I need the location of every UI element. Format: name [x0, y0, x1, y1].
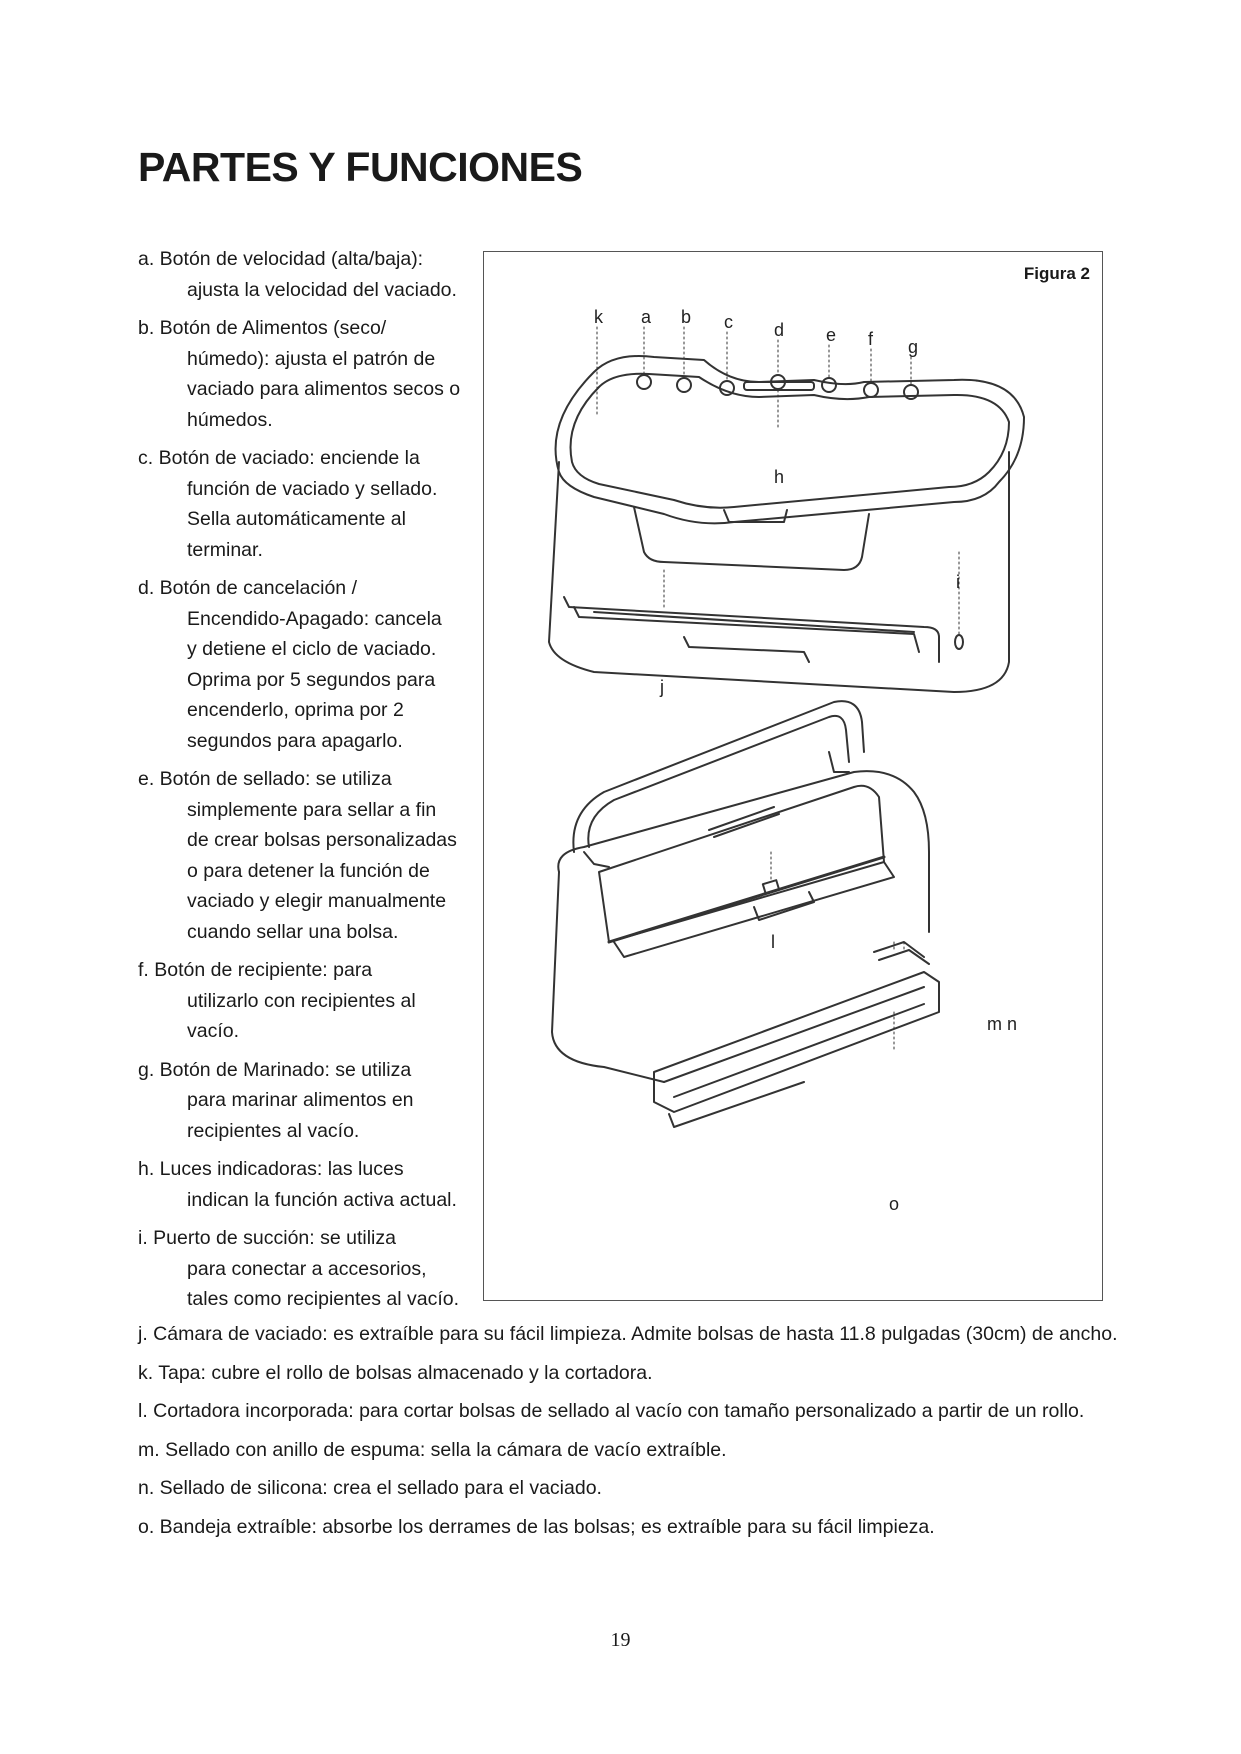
callout-j: j — [660, 677, 664, 697]
part-m: m. Sellado con anillo de espuma: sella la cámara de vacío extraíble. — [138, 1438, 727, 1461]
part-n: n. Sellado de silicona: crea el sellado para el vaciado. — [138, 1477, 602, 1499]
figure-caption: Figura 2 — [1023, 264, 1090, 283]
callout-h: h — [774, 467, 785, 487]
part-b-line: vaciado para alimentos secos o — [187, 378, 461, 400]
part-b-line: húmedos. — [187, 408, 273, 431]
callout-b: b — [681, 307, 692, 327]
part-i-lead: i. Puerto de succión: se utiliza — [138, 1227, 396, 1249]
sealer-closed-drawing — [549, 356, 1024, 692]
callout-mn: m n — [987, 1014, 1018, 1034]
page-number: 19 — [610, 1629, 631, 1651]
part-e-line: o para detener la función de — [187, 859, 430, 882]
callout-a: a — [641, 307, 652, 327]
part-l: l. Cortadora incorporada: para cortar bolsas de sellado al vacío con tamaño personalizado a partir de un rollo. — [138, 1400, 1085, 1422]
part-e — [138, 764, 478, 947]
callout-i: i — [956, 572, 960, 592]
part-d-line: encenderlo, oprima por 2 — [187, 699, 404, 721]
callout-k: k — [594, 307, 603, 327]
part-g-line: para marinar alimentos en — [187, 1089, 414, 1111]
part-c-line: función de vaciado y sellado. — [187, 477, 438, 500]
part-b-line: húmedo): ajusta el patrón de — [187, 347, 436, 370]
part-k: k. Tapa: cubre el rollo de bolsas almacenado y la cortadora. — [138, 1361, 653, 1384]
callout-f: f — [868, 329, 874, 349]
part-h — [138, 1154, 478, 1215]
callout-g: g — [908, 337, 919, 357]
part-e-line: simplemente para sellar a fin — [187, 798, 437, 821]
parts-list-full — [138, 1319, 1138, 1550]
part-g-line: recipientes al vacío. — [187, 1119, 360, 1142]
part-d-line: segundos para apagarlo. — [187, 729, 403, 752]
part-i-line: tales como recipientes al vacío. — [187, 1288, 460, 1310]
figure-2 — [483, 251, 1103, 1301]
part-d-line: Oprima por 5 segundos para — [187, 668, 436, 691]
sealer-open-drawing — [552, 701, 939, 1127]
part-h-line: indican la función activa actual. — [187, 1188, 457, 1211]
part-i — [138, 1223, 478, 1315]
callout-d: d — [774, 320, 785, 340]
vacuum-sealer-illustration — [484, 252, 1104, 1302]
part-a-line: ajusta la velocidad del vaciado. — [187, 278, 457, 301]
part-f-line: vacío. — [187, 1020, 240, 1042]
part-c-line: terminar. — [187, 538, 263, 561]
part-b-lead: b. Botón de Alimentos (seco/ — [138, 317, 387, 339]
part-e-lead: e. Botón de sellado: se utiliza — [138, 768, 392, 790]
part-d-lead: d. Botón de cancelación / — [138, 577, 357, 599]
part-f-line: utilizarlo con recipientes al — [187, 989, 416, 1012]
part-j: j. Cámara de vaciado: es extraíble para su fácil limpieza. Admite bolsas de hasta 11.8 pulgadas (30cm) de ancho. — [138, 1323, 1118, 1345]
callout-l: l — [771, 932, 775, 952]
part-g — [138, 1055, 478, 1147]
part-c-lead: c. Botón de vaciado: enciende la — [138, 447, 420, 469]
callout-o: o — [889, 1194, 900, 1214]
part-o: o. Bandeja extraíble: absorbe los derrames de las bolsas; es extraíble para su fácil limpieza. — [138, 1515, 935, 1538]
part-d-line: y detiene el ciclo de vaciado. — [187, 638, 437, 660]
part-a-lead: a. Botón de velocidad (alta/baja): — [138, 248, 424, 270]
part-e-line: cuando sellar una bolsa. — [187, 920, 399, 943]
part-h-lead: h. Luces indicadoras: las luces — [138, 1158, 404, 1180]
part-b — [138, 313, 478, 435]
callout-e: e — [826, 325, 837, 345]
part-c-line: Sella automáticamente al — [187, 508, 406, 530]
part-d-line: Encendido-Apagado: cancela — [187, 607, 442, 630]
part-i-line: para conectar a accesorios, — [187, 1257, 427, 1280]
callout-c: c — [724, 312, 733, 332]
part-e-line: de crear bolsas personalizadas — [187, 829, 457, 851]
page-title: PARTES Y FUNCIONES — [138, 144, 583, 190]
part-e-line: vaciado y elegir manualmente — [187, 890, 447, 912]
part-f — [138, 955, 478, 1047]
part-a — [138, 244, 478, 305]
part-g-lead: g. Botón de Marinado: se utiliza — [138, 1058, 412, 1081]
part-f-lead: f. Botón de recipiente: para — [138, 959, 373, 981]
parts-list-side — [138, 244, 478, 1323]
part-d — [138, 573, 478, 756]
part-c — [138, 443, 478, 565]
